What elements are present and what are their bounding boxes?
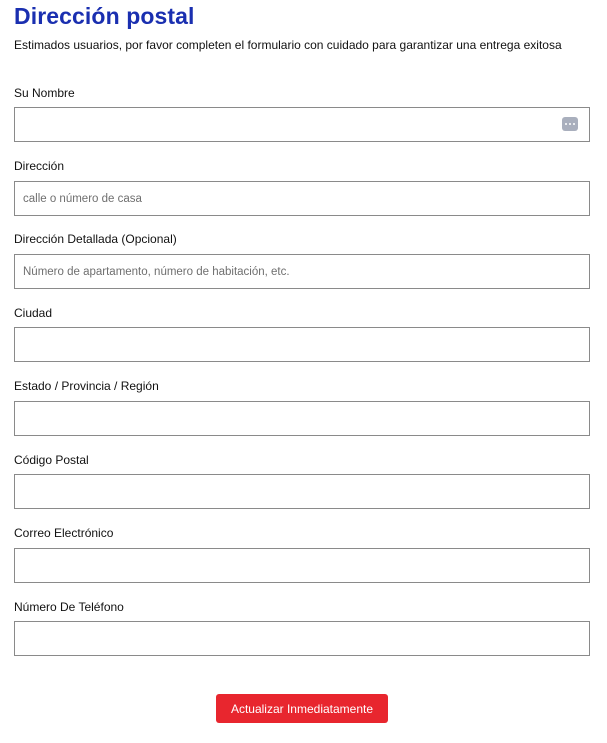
name-label: Su Nombre xyxy=(14,86,75,100)
postal-code-input-box xyxy=(14,474,590,509)
autofill-icon[interactable] xyxy=(562,117,578,131)
email-input-box xyxy=(14,548,590,583)
email-input[interactable] xyxy=(15,549,589,582)
address-label: Dirección xyxy=(14,159,65,173)
address-detail-label: Dirección Detallada (Opcional) xyxy=(14,232,177,246)
phone-input[interactable] xyxy=(15,622,589,655)
postal-code-field xyxy=(14,453,590,468)
address-detail-field xyxy=(14,232,590,247)
update-now-button[interactable]: Actualizar Inmediatamente xyxy=(216,694,388,723)
address-input[interactable] xyxy=(15,182,589,215)
address-field xyxy=(14,159,590,174)
state-input-box xyxy=(14,401,590,436)
postal-code-input[interactable] xyxy=(15,475,589,508)
city-field xyxy=(14,306,590,321)
address-detail-input-box xyxy=(14,254,590,289)
name-input[interactable] xyxy=(15,108,589,141)
city-input-box xyxy=(14,327,590,362)
page-subtitle: Estimados usuarios, por favor completen el formulario con cuidado para garantizar una entrega exitosa xyxy=(14,38,562,52)
address-detail-input[interactable] xyxy=(15,255,589,288)
phone-label: Número De Teléfono xyxy=(14,600,124,614)
address-input-box xyxy=(14,181,590,216)
email-field xyxy=(14,526,590,541)
name-field xyxy=(14,86,590,101)
state-field xyxy=(14,379,590,394)
page-title: Dirección postal xyxy=(14,3,195,29)
state-label: Estado / Provincia / Región xyxy=(14,379,159,393)
email-label: Correo Electrónico xyxy=(14,526,114,540)
name-input-box xyxy=(14,107,590,142)
city-label: Ciudad xyxy=(14,306,53,320)
postal-code-label: Código Postal xyxy=(14,453,89,467)
phone-input-box xyxy=(14,621,590,656)
phone-field xyxy=(14,600,590,615)
state-input[interactable] xyxy=(15,402,589,435)
city-input[interactable] xyxy=(15,328,589,361)
